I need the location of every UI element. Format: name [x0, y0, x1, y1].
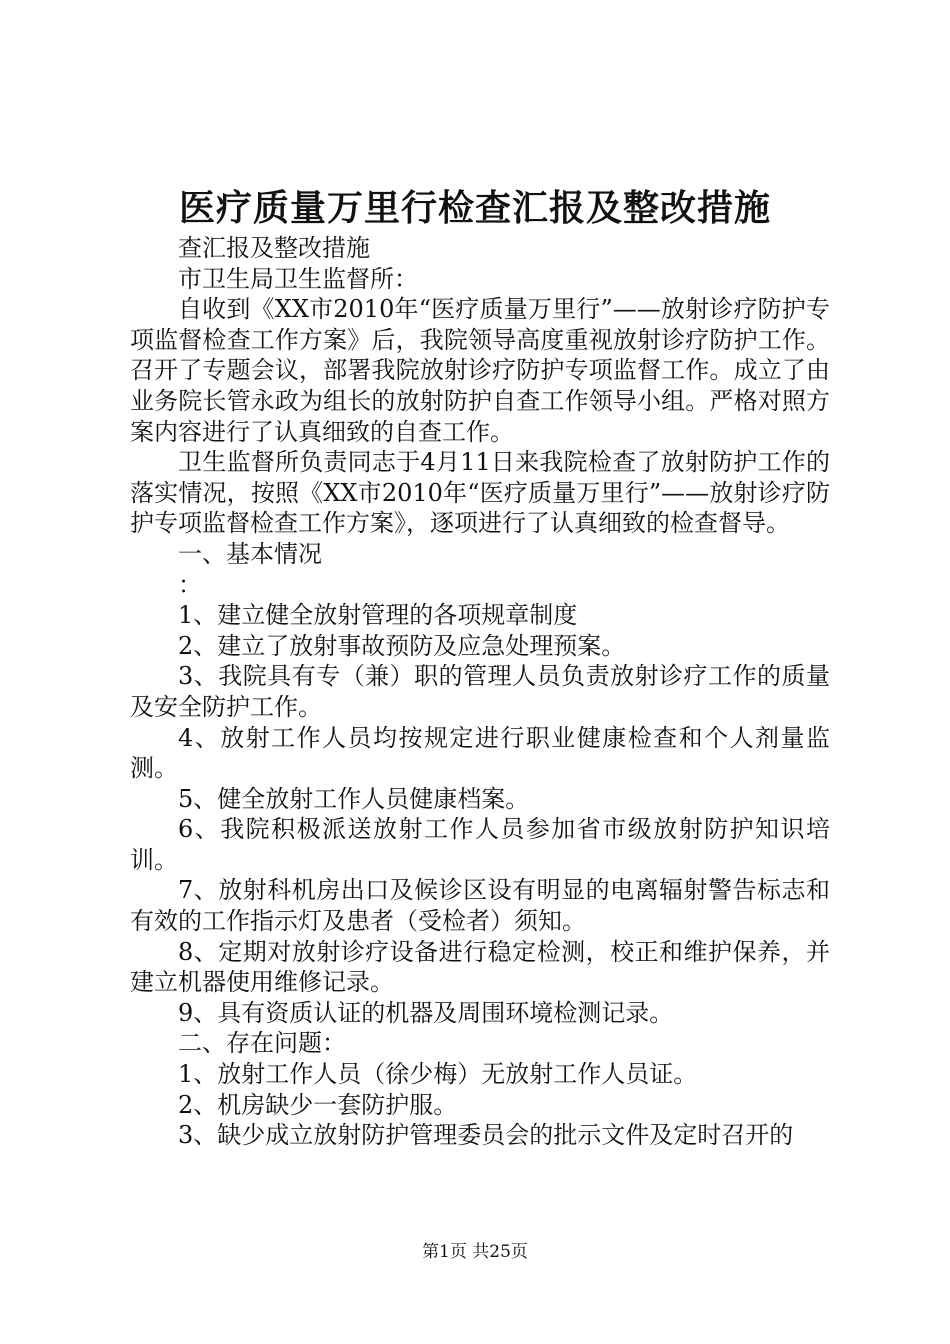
list-item: 8、定期对放射诊疗设备进行稳定检测，校正和维护保养，并建立机器使用维修记录。 [130, 937, 830, 997]
paragraph: 市卫生局卫生监督所： [178, 264, 418, 293]
list-item: 9、具有资质认证的机器及周围环境检测记录。 [178, 998, 674, 1027]
paragraph: 自收到《XX市2010年“医疗质量万里行”——放射诊疗防护专项监督检查工作方案》后，我院领导高度重视放射诊疗防护工作。召开了专题会议，部署我院放射诊疗防护专项监督工作。成立了由业务院长管永政为组长的放射防护自查工作领导小组。严格对照方案内容进行了认真细致的自查工作。 [130, 295, 830, 446]
paragraph: 查汇报及整改措施 [178, 234, 370, 262]
list-item: 4、放射工作人员均按规定进行职业健康检查和个人剂量监测。 [130, 723, 830, 783]
document-body [130, 233, 830, 1151]
paragraph: 卫生监督所负责同志于4月11日来我院检查了放射防护工作的落实情况，按照《XX市2010年“医疗质量万里行”——放射诊疗防护专项监督检查工作方案》，逐项进行了认真细致的检查督导。 [130, 448, 830, 538]
document-title: 医疗质量万里行检查汇报及整改措施 [178, 187, 771, 229]
list-item: 2、建立了放射事故预防及应急处理预案。 [178, 631, 626, 660]
list-item: 1、建立健全放射管理的各项规章制度 [178, 601, 578, 630]
list-item: 3、我院具有专（兼）职的管理人员负责放射诊疗工作的质量及安全防护工作。 [130, 662, 830, 721]
list-item: 3、缺少成立放射防护管理委员会的批示文件及定时召开的 [178, 1121, 794, 1150]
list-item: 7、放射科机房出口及候诊区设有明显的电离辐射警告标志和有效的工作指示灯及患者（受检者）须知。 [130, 876, 830, 936]
list-item: 5、健全放射工作人员健康档案。 [178, 784, 530, 813]
list-item: 2、机房缺少一套防护服。 [178, 1090, 458, 1119]
section-heading: 二、存在问题： [178, 1029, 346, 1058]
section-heading: 一、基本情况 [178, 539, 322, 568]
paragraph: ： [178, 570, 202, 599]
list-item: 1、放射工作人员（徐少梅）无放射工作人员证。 [178, 1060, 698, 1089]
page-number-footer: 第1页 共25页 [422, 1242, 528, 1262]
list-item: 6、我院积极派送放射工作人员参加省市级放射防护知识培训。 [130, 815, 830, 874]
